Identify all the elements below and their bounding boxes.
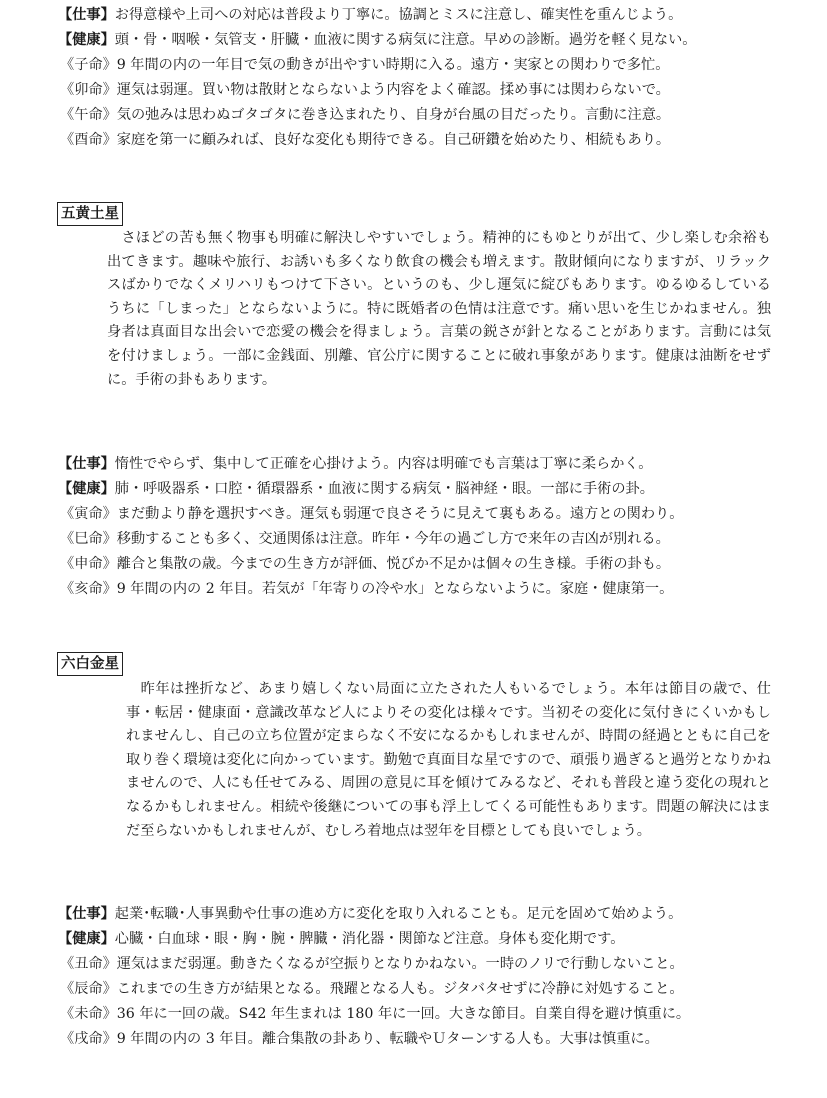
top-health-line (58, 29, 818, 51)
top-zodiac-line (60, 104, 820, 126)
gohou-zodiac-line (60, 553, 820, 575)
section-paragraph-roppaku (126, 678, 771, 843)
section-title-roppaku: 六白金星 (57, 652, 123, 676)
line-tag: 【健康】 (58, 481, 115, 497)
paragraph-text: さほどの苦も無く物事も明確に解決しやすいでしょう。精神的にもゆとりが出て、少し楽しむ余裕も出てきます。趣味や旅行、お誘いも多くなり飲食の機会も増えます。散財傾向になりますが、リラックスばかりでなくメリハリもつけて下さい。というのも、少し運気に綻びもあります。ゆるゆるしているうちに「しまった」とならないように。特に既婚者の色情は注意です。痛い思いを生じかねません。独身者は真面目な出会いで恋愛の機会を得ましょう。言葉の鋭さが針となることがあります。言動には気を付けましょう。一部に金銭面、別離、官公庁に関することに破れ事象があります。健康は油断をせずに。手術の卦もあります。 (107, 230, 771, 388)
roppaku-health-line (58, 928, 818, 950)
line-text: 《戌命》9 年間の内の 3 年目。離合集散の卦あり、転職やＵターンする人も。大事は慎重に。 (60, 1031, 659, 1047)
line-tag: 【仕事】 (58, 7, 115, 23)
line-text: お得意様や上司への対応は普段より丁寧に。協調とミスに注意し、確実性を重んじよう。 (114, 7, 683, 23)
paragraph-text: 昨年は挫折など、あまり嬉しくない局面に立たされた人もいるでしょう。本年は節目の歳で、仕事・転居・健康面・意識改革など人によりその変化は様々です。当初その変化に気付きにくいかもしれませんし、自己の立ち位置が定まらなく不安になるかもしれませんが、時間の経過とともに自己を取り巻く環境は変化に向かっています。勤勉で真面目な星ですので、頑張り過ぎると過労となりかねませんので、人にも任せてみる、周囲の意見に耳を傾けてみるなど、それも普段と違う変化の現れとなるかもしれません。相続や後継についての事も浮上してくる可能性もあります。問題の解決にはまだ至らないかもしれませんが、むしろ着地点は翌年を目標としても良いでしょう。 (126, 681, 771, 839)
roppaku-zodiac-line (60, 978, 820, 1000)
line-text: 《亥命》9 年間の内の 2 年目。若気が「年寄りの冷や水」とならないように。家庭・健康第一。 (60, 581, 674, 597)
line-text: 心臓・白血球・眼・胸・腕・脾臓・消化器・関節など注意。身体も変化期です。 (114, 931, 625, 947)
roppaku-zodiac-line (60, 1028, 820, 1050)
gohou-zodiac-line (60, 578, 820, 600)
roppaku-zodiac-line (60, 953, 820, 975)
line-text: 頭・骨・咽喉・気管支・肝臓・血液に関する病気に注意。早めの診断。過労を軽く見ない。 (114, 32, 697, 48)
top-zodiac-line (60, 129, 820, 151)
gohou-zodiac-line (60, 503, 820, 525)
line-text: 肺・呼吸器系・口腔・循環器系・血液に関する病気・脳神経・眼。一部に手術の卦。 (114, 481, 654, 497)
line-text: 《丑命》運気はまだ弱運。動きたくなるが空振りとなりかねない。一時のノリで行動しないこと。 (60, 956, 684, 972)
line-tag: 【健康】 (58, 931, 115, 947)
line-text: 《酉命》家庭を第一に顧みれば、良好な変化も期待できる。自己研鑽を始めたり、相続もあり。 (60, 132, 671, 148)
line-text: 《未命》36 年に一回の歳。S42 年生まれは 180 年に一回。大きな節目。自業自得を避け慎重に。 (60, 1006, 691, 1022)
line-text: 《辰命》これまでの生き方が結果となる。飛躍となる人も。ジタバタせずに冷静に対処すること。 (60, 981, 684, 997)
line-text: 起業･転職･人事異動や仕事の進め方に変化を取り入れることも。足元を固めて始めよう。 (114, 906, 683, 922)
gohou-work-line (58, 453, 818, 475)
line-text: 《午命》気の弛みは思わぬゴタゴタに巻き込まれたり、自身が台風の目だったり。言動に注意。 (60, 107, 671, 123)
section-title-gohou: 五黄土星 (57, 202, 123, 226)
line-text: 《子命》9 年間の内の一年目で気の動きが出やすい時期に入る。遠方・実家との関わりで多忙。 (60, 57, 670, 73)
top-work-line (58, 4, 818, 26)
roppaku-zodiac-line (60, 1003, 820, 1025)
top-zodiac-line (60, 79, 820, 101)
line-text: 《卯命》運気は弱運。買い物は散財とならないよう内容をよく確認。揉め事には関わらないで。 (60, 82, 670, 98)
line-text: 《寅命》まだ動より静を選択すべき。運気も弱運で良さそうに見えて裏もある。遠方との関わり。 (60, 506, 684, 522)
section-paragraph-gohou (107, 227, 771, 392)
line-tag: 【仕事】 (58, 906, 115, 922)
gohou-zodiac-line (60, 528, 820, 550)
roppaku-work-line (58, 903, 818, 925)
gohou-health-line (58, 478, 818, 500)
top-zodiac-line (60, 54, 820, 76)
line-text: 《申命》離合と集散の歳。今までの生き方が評価、悦びか不足かは個々の生き様。手術の卦も。 (60, 556, 671, 572)
line-tag: 【健康】 (58, 32, 115, 48)
line-tag: 【仕事】 (58, 456, 115, 472)
line-text: 惰性でやらず、集中して正確を心掛けよう。内容は明確でも言葉は丁寧に柔らかく。 (114, 456, 653, 472)
line-text: 《巳命》移動することも多く、交通関係は注意。昨年・今年の過ごし方で来年の吉凶が別れる。 (60, 531, 670, 547)
